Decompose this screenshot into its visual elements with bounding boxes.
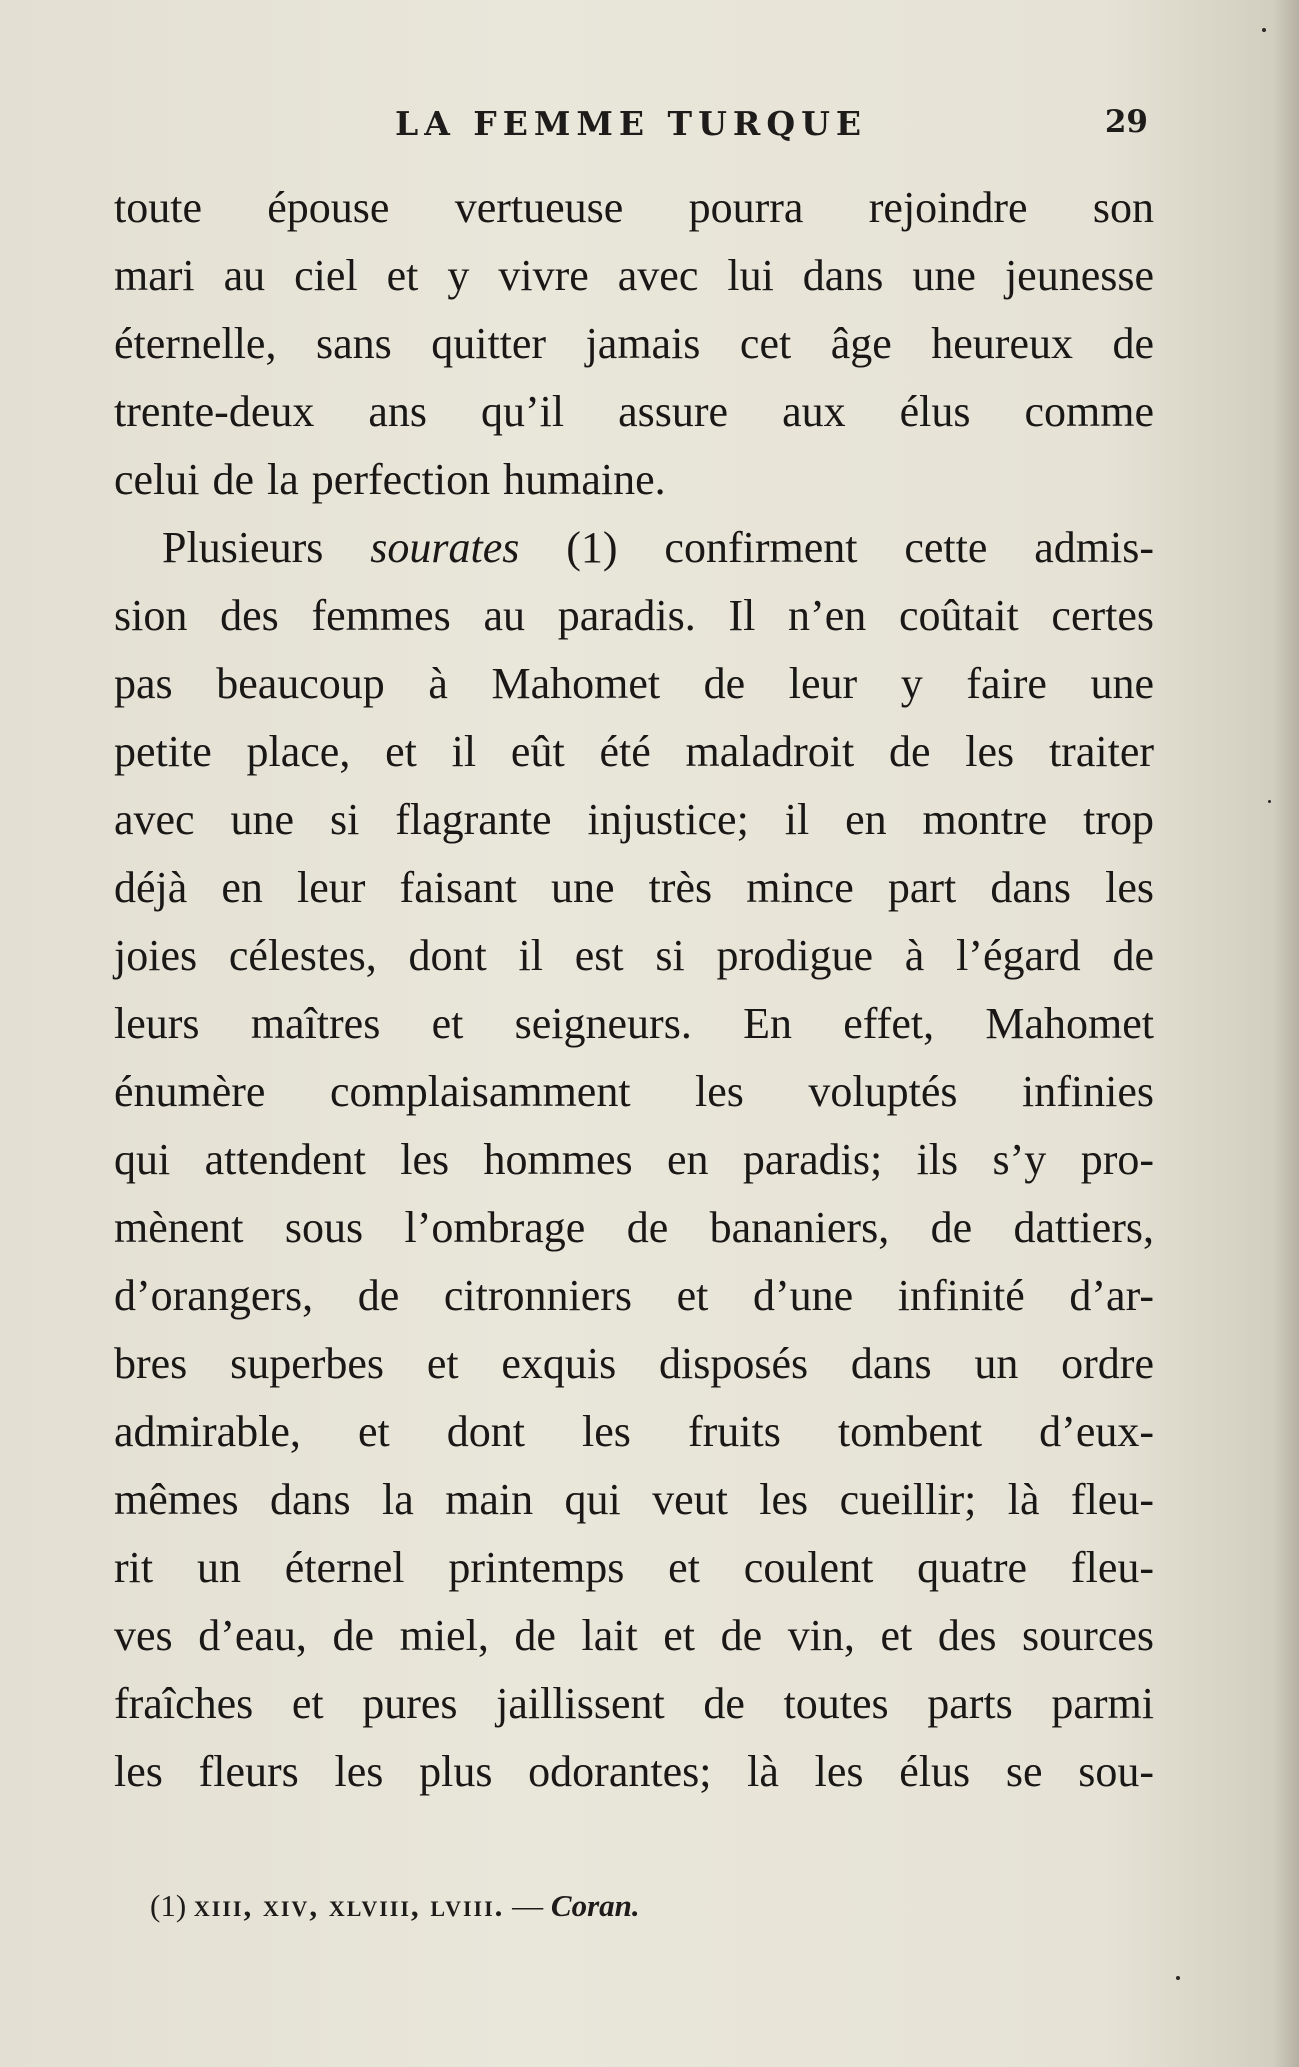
footnote [150,1888,640,1924]
text-line: rit un éternel printemps et coulent quatre fleu- [114,1543,1154,1592]
text-line: toute épouse vertueuse pourra rejoindre son [114,183,1154,232]
text-line: éternelle, sans quitter jamais cet âge heureux de [114,319,1154,368]
text-line: trente-deux ans qu’il assure aux élus comme [114,387,1154,436]
text-line: qui attendent les hommes en paradis; ils s’y pro- [114,1135,1154,1184]
running-head [112,104,1150,148]
text-line: énumère complaisamment les voluptés infinies [114,1067,1154,1116]
text-line: pas beaucoup à Mahomet de leur y faire une [114,659,1154,708]
text-line: mari au ciel et y vivre avec lui dans une jeunesse [114,251,1154,300]
text-line: fraîches et pures jaillissent de toutes parts parmi [114,1679,1154,1728]
text-line: celui de la perfection humaine. [114,455,666,504]
running-title: LA FEMME TURQUE [394,104,867,143]
text-line: les fleurs les plus odorantes; là les élus se sou- [114,1747,1154,1796]
footnote-dash: — [512,1888,544,1923]
text-line: joies célestes, dont il est si prodigue à l’égard de [114,931,1154,980]
text-line: sion des femmes au paradis. Il n’en coûtait certes [114,591,1154,640]
footnote-reference: (1) confirment [566,523,858,572]
footnote-marker: (1) [150,1888,187,1923]
page-edge-shadow [1273,0,1299,2067]
text-line: petite place, et il eût été maladroit de les traiter [114,727,1154,776]
text-line: déjà en leur faisant une très mince part dans les [114,863,1154,912]
text-line: avec une si flagrante injustice; il en montre trop [114,795,1154,844]
paragraph-opening-word: Plusieurs [162,523,324,572]
paper-speck [1176,1976,1180,1980]
text-line: mènent sous l’ombrage de bananiers, de dattiers, [114,1203,1154,1252]
text-line: leurs maîtres et seigneurs. En effet, Mahomet [114,999,1154,1048]
body-text [114,174,1154,1806]
footnote-source: Coran. [550,1888,640,1923]
text-line: admirable, et dont les fruits tombent d’eux- [114,1407,1154,1456]
text-line: ves d’eau, de miel, de lait et de vin, et des sources [114,1611,1154,1660]
text-line: mêmes dans la main qui veut les cueillir; là fleu- [114,1475,1154,1524]
text-line-paragraph-start [114,514,1154,582]
paper-speck [1268,800,1271,803]
footnote-references: xiii, xiv, xlviii, lviii. [193,1888,505,1923]
text-line: bres superbes et exquis disposés dans un ordre [114,1339,1154,1388]
italic-term: sourates [370,523,520,572]
paper-speck [1262,28,1266,32]
page-number: 29 [1104,104,1148,140]
text-line: d’orangers, de citronniers et d’une infinité d’ar- [114,1271,1154,1320]
text-line-remainder: cette admis- [904,523,1154,572]
